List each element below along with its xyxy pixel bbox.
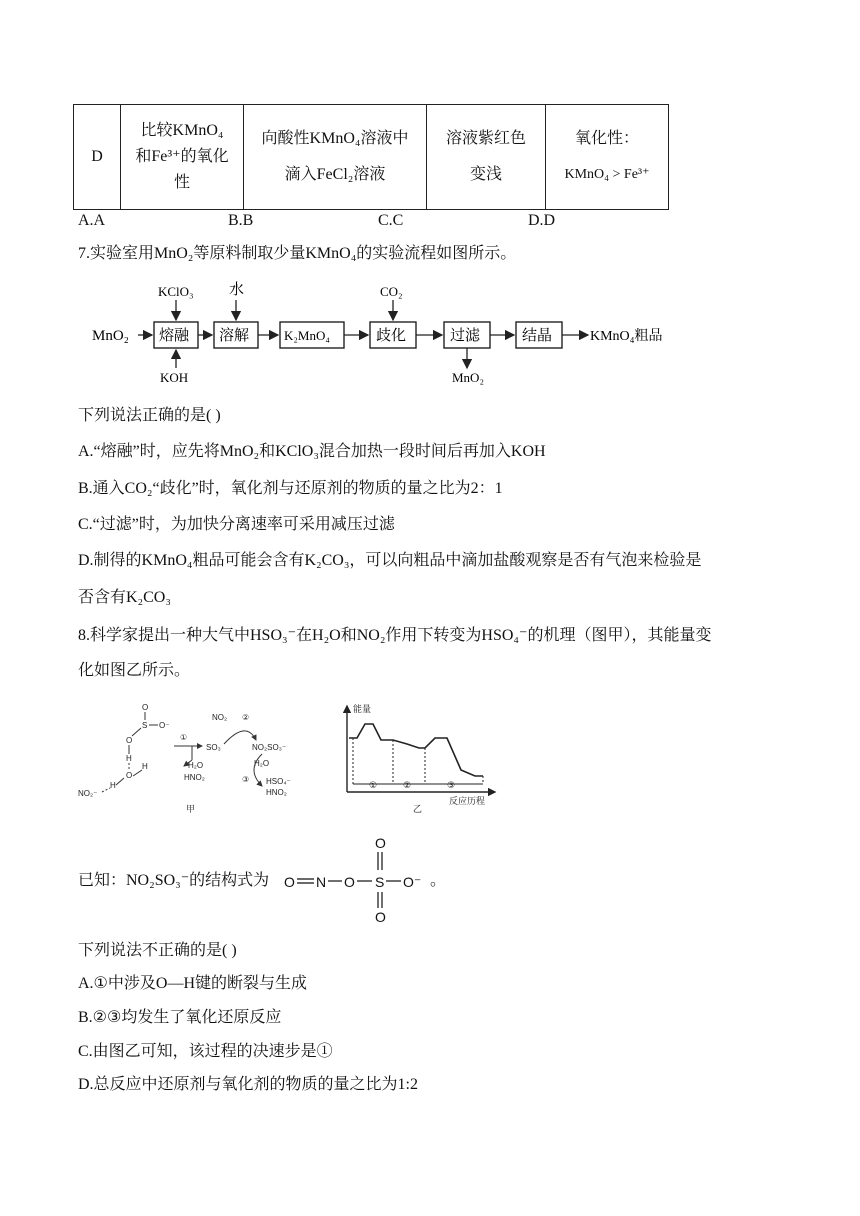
jia-label: HNO₂ [184,773,205,782]
flow-box-dissolve: 溶解 [219,328,250,344]
q8-option-a: A.①中涉及O—H键的断裂与生成 [78,975,308,992]
flow-box-crystallize: 结晶 [522,328,553,344]
yi-step-2: ② [403,780,412,790]
yi-ylabel: 能量 [353,704,372,714]
yi-caption: 乙 [413,804,423,814]
q7-flowchart [88,278,708,390]
cell-operation: 向酸性KMnO₄溶液中 滴入FeCl₂溶液 [244,105,427,210]
jia-label: HSO₄⁻ [266,777,291,786]
q7-option-d-cont: 否含有K₂CO₃ [78,589,171,606]
jia-label: H [126,754,132,763]
answer-table [73,104,669,210]
struct-atom-s: S [375,874,385,890]
jia-label: NO₂⁻ [78,789,98,798]
flow-input-koh: KOH [160,370,189,385]
flow-output-mno2: MnO₂ [452,370,484,385]
jia-label: SO₃ [206,743,221,752]
no2so3-structure [282,830,442,930]
row-label: D [74,105,121,210]
jia-label: O⁻ [159,721,170,730]
jia-label: H [142,762,148,771]
yi-step-1: ① [369,780,378,790]
jia-label: H₂O [188,761,204,770]
q8-option-d: D.总反应中还原剂与氧化剂的物质的量之比为1:2 [78,1076,419,1093]
struct-atom-o1: O [284,874,295,890]
q7-question: 下列说法正确的是( ) [78,407,221,424]
jia-label: S [142,721,148,730]
flow-end: KMnO₄粗品 [590,329,663,344]
jia-label: H [110,781,116,790]
jia-label: HNO₂ [266,788,287,797]
q7-option-d: D.制得的KMnO₄粗品可能会含有K₂CO₃，可以向粗品中滴加盐酸观察是否有气泡来检验是 [78,552,702,569]
cell-conclusion: 氧化性： KMnO₄ > Fe³⁺ [546,105,669,210]
jia-label: ② [242,713,250,722]
flow-input-water: 水 [229,282,245,298]
jia-label: ① [180,733,188,742]
jia-label: NO₂SO₃⁻ [252,743,287,752]
yi-xlabel: 反应历程 [449,796,486,806]
q8-known-suffix: 。 [430,872,447,889]
q8-known-prefix: 已知：NO₂SO₃⁻的结构式为 [78,872,270,889]
flow-box-filter: 过滤 [450,328,481,344]
figure-yi-energy [335,700,510,815]
flow-box-melt: 熔融 [159,328,190,344]
q8-stem-line2: 化如图乙所示。 [78,662,191,679]
q8-question: 下列说法不正确的是( ) [78,942,237,959]
jia-label: O [126,736,133,745]
q8-stem-line1: 8.科学家提出一种大气中HSO₃⁻在H₂O和NO₂作用下转变为HSO₄⁻的机理（图甲），其能量变 [78,627,712,644]
jia-label: H₂O [254,759,270,768]
q6-option-b: B.B [228,212,254,229]
struct-atom-o-bottom: O [375,909,386,925]
q6-option-a: A.A [78,212,106,229]
flow-box-disproportion: 歧化 [376,328,407,344]
q6-option-c: C.C [378,212,404,229]
flow-start: MnO₂ [92,328,129,344]
q7-option-c: C.“过滤”时，为加快分离速率可采用减压过滤 [78,516,395,533]
flow-box-k2mno4: K₂MnO₄ [284,328,330,343]
q7-stem: 7.实验室用MnO₂等原料制取少量KMnO₄的实验流程如图所示。 [78,245,517,262]
jia-caption: 甲 [186,804,196,814]
jia-label: O [126,771,133,780]
jia-label: NO₂ [212,713,228,722]
q7-option-b: B.通入CO₂“歧化”时，氧化剂与还原剂的物质的量之比为2：1 [78,480,503,497]
figure-jia-mechanism [76,700,316,818]
struct-atom-n: N [316,874,327,890]
struct-atom-o-minus: O⁻ [403,874,422,890]
flow-input-co2: CO₂ [380,284,403,299]
q6-option-d: D.D [528,212,556,229]
struct-atom-o-top: O [375,835,386,851]
cell-purpose: 比较KMnO₄ 和Fe³⁺的氧化 性 [121,105,244,210]
struct-atom-o2: O [344,874,355,890]
flow-input-kclo3: KClO₃ [158,284,194,299]
yi-step-3: ③ [447,780,456,790]
jia-label: O [142,703,149,712]
jia-label: ③ [242,775,250,784]
q8-option-b: B.②③均发生了氧化还原反应 [78,1009,282,1026]
q8-option-c: C.由图乙可知，该过程的决速步是① [78,1043,333,1060]
cell-phenomenon: 溶液紫红色 变浅 [427,105,546,210]
q7-option-a: A.“熔融”时，应先将MnO₂和KClO₃混合加热一段时间后再加入KOH [78,443,546,460]
